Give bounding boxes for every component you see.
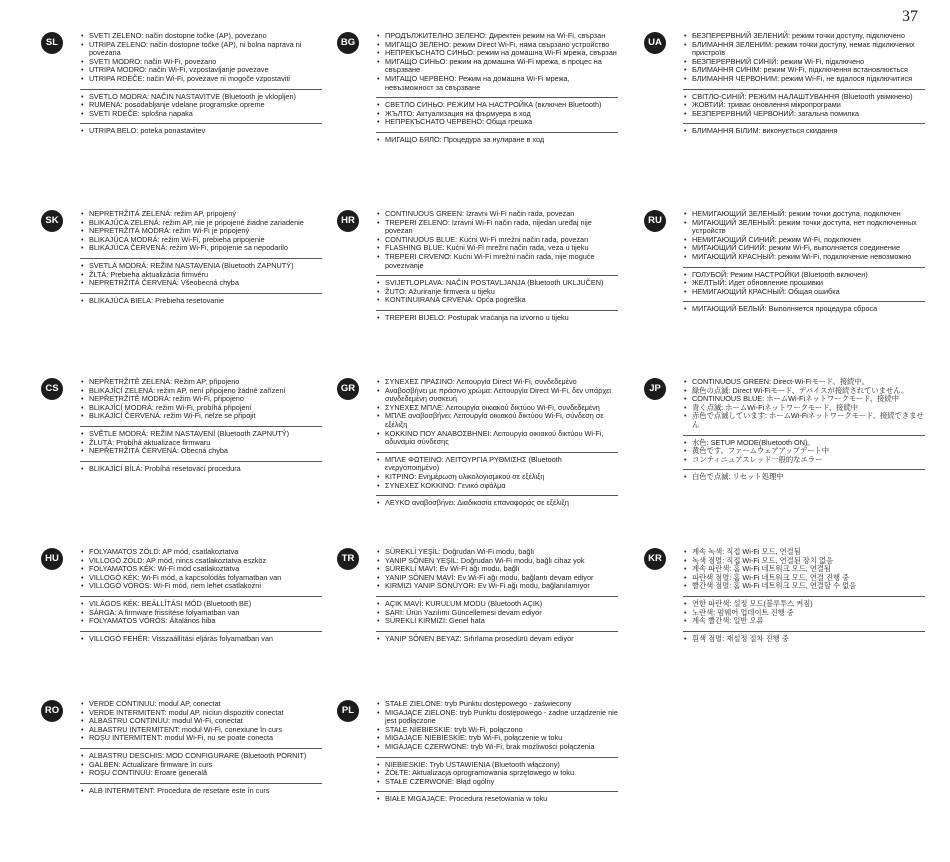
status-line: • ROȘU CONTINUU: Eroare generală [80,769,322,778]
status-line: • 연한 파란색: 설정 모드(블루투스 켜짐) [683,600,925,609]
status-group [376,310,618,325]
status-group [683,378,925,432]
status-line: • ΚΟΚΚΙΝΟ ΠΟΥ ΑΝΑΒΟΣΒΗΝΕΙ: Λειτουργία οικιακού δικτύου Wi-Fi, αδυναμία σύνδεσης [376,430,618,447]
status-line: • UTRIPA RDEČE: način Wi-Fi, povezave ni mogoče vzpostaviti [80,75,322,84]
status-line: • ΚΙΤΡΙΝΟ: Ενημέρωση υλικολογισμικού σε εξέλιξη [376,473,618,482]
status-line: • SÜREKLİ KIRMIZI: Genel hata [376,617,618,626]
status-line: • UTRIPA MODRO: način Wi-Fi, vzpostavljanje povezave [80,66,322,75]
status-line: • 빨간색 점멸: 홈 Wi-Fi 네트워크 모드, 연결할 수 없음 [683,582,925,591]
status-line: • СВЕТЛО СИНЬО: РЕЖИМ НА НАСТРОЙКА (включен Bluetooth) [376,101,618,110]
status-group [80,123,322,138]
status-group [376,97,618,129]
status-line: • YANIP SÖNEN YEŞİL: Doğrudan Wi-Fi modu, bağlı cihaz yok [376,557,618,566]
status-line: • BLIKAJÚCA ČERVENÁ: režim Wi-Fi, pripojenie sa nepodarilo [80,244,322,253]
status-line: • BLIKAJÍCÍ ZELENÁ: režim AP, není připojeno žádné zařízení [80,387,322,396]
status-group [80,700,322,745]
section-pl [341,699,618,806]
status-line: • CONTINUOUS BLUE: Kućni Wi-Fi mrežni način rada, povezan [376,236,618,245]
status-line: • НЕМИГАЮЩИЙ СИНИЙ: режим Wi-Fi, подключен [683,236,925,245]
status-line: • FOLYAMATOS KÉK: Wi-Fi mód csatlakoztatva [80,565,322,574]
status-line: • ΣΥΝΕΧΕΣ ΠΡΑΣΙΝΟ: Λειτουργία Direct Wi-Fi, συνδεδεμένο [376,378,618,387]
status-line: • ŽLTÁ: Prebieha aktualizácia firmvéru [80,271,322,280]
status-group [80,631,322,646]
status-line: • 계속 빨간색: 일반 오류 [683,617,925,626]
status-line: • БЕЗПЕРЕРВНИЙ ЗЕЛЕНИЙ: режим точки доступу, підключено [683,32,925,41]
status-line: • 水色: SETUP MODE(Bluetooth ON)。 [683,439,925,448]
status-line: • SVETI MODRO: način Wi-Fi, povezano [80,58,322,67]
status-line: • ГОЛУБОЙ: Режим НАСТРОЙКИ (Bluetooth включен) [683,271,925,280]
status-group [683,301,925,316]
status-line: • НЕМИГАЮЩИЙ ЗЕЛЕНЫЙ: режим точки доступа, подключен [683,210,925,219]
status-line: • AÇIK MAVİ: KURULUM MODU (Bluetooth AÇIK) [376,600,618,609]
status-line: • ALBASTRU DESCHIS: MOD CONFIGURARE (Bluetooth PORNIT) [80,752,322,761]
status-line: • МИГАЩО ЧЕРВЕНО: Режим на домашна Wi-Fi мрежа, невъзможност за свързване [376,75,618,92]
section-jp [649,377,925,484]
status-group [376,596,618,628]
status-line: • YANIP SÖNEN MAVİ: Ev Wi-Fi ağı modu, bağlantı devam ediyor [376,574,618,583]
status-group [376,452,618,492]
language-badge: GR [337,378,359,400]
language-badge: SK [41,210,63,232]
status-group [80,293,322,308]
status-line: • НЕПРЕКЪСНАТО ЧЕРВЕНО: Обща грешка [376,118,618,127]
section-ro [44,699,322,797]
status-line: • VERDE INTERMITENT: modul AP, niciun dispozitiv conectat [80,709,322,718]
status-line: • NEPRETRŽITÁ ČERVENÁ: Všeobecná chyba [80,279,322,288]
status-line: • BLIKAJÚCA MODRÁ: režim Wi-Fi, prebieha pripojenie [80,236,322,245]
status-line: • ΣΥΝΕΧΕΣ ΚΟΚΚΙΝΟ: Γενικό σφάλμα [376,482,618,491]
language-badge: PL [337,700,359,722]
status-line: • 黄色です。ファームウェアアップデート中 [683,447,925,456]
status-line: • SVIJETLOPLAVA: NAČIN POSTAVLJANJA (Bluetooth UKLJUČEN) [376,279,618,288]
status-line: • UTRIPA ZELENO: način dostopne točke (AP), ni bolna naprava ni povezana [80,41,322,58]
status-group [80,258,322,290]
status-line: • МИГАЮЩИЙ БЕЛЫЙ: Выполняется процедура сброса [683,305,925,314]
status-line: • 계속 녹색: 직접 Wi-Fi 모드, 연결됨 [683,548,925,557]
status-line: • ЖЕЛТЫЙ: Идет обновление прошивки [683,279,925,288]
status-line: • SVĚTLE MODRÁ: REŽIM NASTAVENÍ (Bluetooth ZAPNUTÝ) [80,430,322,439]
status-line: • ΜΠΛΕ ΦΩΤΕΙΝΟ: ΛΕΙΤΟΥΡΓΙΑ ΡΥΘΜΙΣΗΣ (Bluetooth ενεργοποιημένο) [376,456,618,473]
language-badge: RO [41,700,63,722]
status-line: • STAŁE NIEBIESKIE: tryb Wi-Fi, połączono [376,726,618,735]
section-hr [341,209,618,325]
status-line: • BLIKAJÚCA BIELA: Prebieha resetovanie [80,297,322,306]
status-line: • НЕПРЕКЪСНАТО СИНЬО: режим на домашна Wi-Fi мрежа, свързан [376,49,618,58]
status-line: • 赤色で点滅しています: ホームWi-Fiネットワークモード、接続できません [683,412,925,429]
status-line: • 녹색 점멸: 직접 Wi-Fi 모드, 연결된 장치 없음 [683,557,925,566]
language-badge: TR [337,548,359,570]
status-line: • NEPŘETRŽITÁ ČERVENÁ: Obecná chyba [80,447,322,456]
status-line: • NEPRETRŽITÁ MODRÁ: režim Wi-Fi je pripojený [80,227,322,236]
status-line: • CONTINUOUS GREEN: Izravni Wi-Fi način rada, povezan [376,210,618,219]
status-group [376,378,618,449]
section-tr [341,547,618,645]
status-line: • 緑色の点滅: Direct Wi-Fiモード、デバイスが接続されていません。 [683,387,925,396]
section-bg [340,31,618,147]
status-line: • БЕЗПЕРЕРВНИЙ ЧЕРВОНИЙ: загальна помилка [683,110,925,119]
status-line: • STAŁE ZIELONE: tryb Punktu dostępowego - zaświecony [376,700,618,709]
status-line: • ЖОВТИЙ: триває оновлення мікропрограми [683,101,925,110]
status-group [376,132,618,147]
status-line: • VILLOGÓ ZÖLD: AP mód, nincs csatlakoztatva eszköz [80,557,322,566]
language-badge: HR [337,210,359,232]
section-sk [45,209,322,307]
status-group [80,210,322,255]
status-line: • ROȘU INTERMITENT: modul Wi-Fi, nu se poate conecta [80,734,322,743]
status-line: • BLIKAJÍCÍ MODRÁ: režim Wi-Fi, probíhá připojení [80,404,322,413]
status-line: • НЕМИГАЮЩИЙ КРАСНЫЙ: Общая ошибка [683,288,925,297]
status-line: • SVETI RDEČE: splošna napaka [80,110,322,119]
status-group [683,631,925,646]
status-line: • ΣΥΝΕΧΕΣ ΜΠΛΕ: Λειτουργία οικιακού δικτύου Wi-Fi, συνδεδεμένη [376,404,618,413]
status-line: • БЛИМАННЯ ЧЕРВОНИМ: режим Wi-Fi, не вдалося підключитися [683,75,925,84]
status-line: • ŽLUTÁ: Probíhá aktualizace firmwaru [80,439,322,448]
status-line: • ALBASTRU INTERMITENT: modul Wi-Fi, conexiune în curs [80,726,322,735]
status-line: • 白色で点滅: リセット処理中 [683,473,925,482]
status-group [683,596,925,628]
status-group [80,89,322,121]
status-line: • МИГАЩО СИНЬО: режим на домашна Wi-Fi мрежа, в процес на свързване [376,58,618,75]
language-badge: UA [644,32,666,54]
status-line: • МИГАЮЩИЙ ЗЕЛЕНЫЙ: режим точки доступа, нет подключенных устройств [683,219,925,236]
status-line: • UTRIPA BELO: poteka ponastavitev [80,127,322,136]
status-line: • БЛИМАННЯ СИНІМ: режим Wi-Fi, підключення встановлюється [683,66,925,75]
status-line: • ΜΠΛΕ αναβοσβήνει: Λειτουργία οικιακού δικτύου Wi-Fi, σύνδεση σε εξέλιξη [376,412,618,429]
status-line: • FOLYAMATOS VÖRÖS: Általános hiba [80,617,322,626]
status-line: • SÜREKLİ YEŞİL: Doğrudan Wi-Fi modu, bağlı [376,548,618,557]
status-line: • ЖЪЛТО: Актуализация на фърмуера в ход [376,110,618,119]
status-line: • BLIKAJÍCÍ BÍLÁ: Probíhá resetovací procedura [80,465,322,474]
section-kr [648,547,925,645]
status-line: • 노란색: 펌웨어 업데이트 진행 중 [683,609,925,618]
status-line: • FOLYAMATOS ZÖLD: AP mód, csatlakoztatva [80,548,322,557]
status-line: • BIAŁE MIGAJĄCE: Procedura resetowania w toku [376,795,618,804]
status-group [376,700,618,754]
status-line: • MIGAJĄCE ZIELONE: tryb Punktu dostępowego - żadne urządzenie nie jest podłączone [376,709,618,726]
language-badge: KR [644,548,666,570]
status-line: • SVETI ZELENO: način dostopne točke (AP), povezano [80,32,322,41]
status-line: • МИГАЩО ЗЕЛЕНО: режим Direct Wi-Fi, няма свързано устройство [376,41,618,50]
status-line: • BLIKAJÚCA ZELENÁ: režim AP, nie je pripojené žiadne zariadenie [80,219,322,228]
status-line: • БЛИМАННЯ БІЛИМ: виконується скидання [683,127,925,136]
status-line: • МИГАЮЩИЙ КРАСНЫЙ: режим Wi-Fi, подключение невозможно [683,253,925,262]
status-line: • ŻÓŁTE: Aktualizacja oprogramowania sprzętowego w toku [376,769,618,778]
status-group [376,757,618,789]
status-group [80,426,322,458]
status-line: • コンティニュアスレッド一般的なエラー [683,456,925,465]
status-group [80,548,322,593]
status-group [683,548,925,593]
status-line: • NEPŘETRŽITĚ ZELENÁ: Režim AP, připojeno [80,378,322,387]
status-line: • TREPERI CRVENO: Kućni Wi-Fi mrežni način rada, nije moguće povezivanje [376,253,618,270]
status-line: • BLIKAJÍCÍ ČERVENÁ: režim Wi-Fi, nelze se připojit [80,412,322,421]
status-line: • VILÁGOS KÉK: BEÁLLÍTÁSI MÓD (Bluetooth BE) [80,600,322,609]
status-line: • NIEBIESKIE: Tryb USTAWIENIA (Bluetooth włączony) [376,761,618,770]
status-group [683,32,925,86]
section-gr [340,377,618,510]
status-group [376,32,618,94]
status-line: • GALBEN: Actualizare firmware în curs [80,761,322,770]
status-line: • МИГАЩО БЯЛО: Процедура за нулиране в ход [376,136,618,145]
status-line: • VERDE CONTINUU: modul AP, conectat [80,700,322,709]
status-line: • VILLOGÓ KÉK: Wi-Fi mód, a kapcsolódás folyamatban van [80,574,322,583]
status-line: • SÁRGA: A firmware frissítése folyamatban van [80,609,322,618]
status-line: • 파란색 점멸: 홈 Wi-Fi 네트워크 모드, 연결 진행 중 [683,574,925,583]
section-hu [45,547,322,645]
status-group [80,596,322,628]
status-line: • CONTINUOUS BLUE: ホームWi-Fiネットワークモード、接続中 [683,395,925,404]
status-line: • SVETLO MODRA: NAČIN NASTAVITVE (Bluetooth je vklopljen) [80,93,322,102]
language-badge: RU [644,210,666,232]
section-ru [648,209,925,316]
status-group [683,267,925,299]
status-line: • БЛИМАННЯ ЗЕЛЕНИМ: режим точки доступу, немає підключених пристроїв [683,41,925,58]
status-group [683,210,925,264]
status-line: • NEPRETRŽITÁ ZELENÁ: režim AP, pripojený [80,210,322,219]
status-line: • БЕЗПЕРЕРВНИЙ СИНІЙ: режим Wi-Fi, підключено [683,58,925,67]
language-badge: CS [41,378,63,400]
section-cs [45,377,322,475]
status-group [376,210,618,272]
status-line: • ПРОДЪЛЖИТЕЛНО ЗЕЛЕНО: Директен режим на Wi-Fi, свързан [376,32,618,41]
status-line: • 계속 파란색: 홈 Wi-Fi 네트워크 모드, 연결됨 [683,565,925,574]
status-line: • STAŁE CZERWONE: Błąd ogólny [376,778,618,787]
section-ua [648,31,925,138]
status-group [80,783,322,798]
status-line: • ΛΕΥΚΟ αναβοσβήνει: Διαδικασία επαναφοράς σε εξέλιξη [376,499,618,508]
status-line: • VILLOGÓ FEHÉR: Visszaállítási eljárás folyamatban van [80,635,322,644]
status-line: • 흰색 점멸: 재설정 절차 진행 중 [683,635,925,644]
status-group [80,748,322,780]
status-line: • ALBASTRU CONTINUU: modul Wi-Fi, conectat [80,717,322,726]
status-line: • Αναβοσβήνει με πράσινο χρώμα: Λειτουργία Direct Wi-Fi, δεν υπάρχει συνδεδεμένη συσκευή [376,387,618,404]
status-line: • RUMENA: posodabljanje vdelane programske opreme [80,101,322,110]
page-number: 37 [902,8,918,25]
status-line: • CONTINUOUS GREEN: Direct-Wi-Fiモード、接続中。 [683,378,925,387]
status-line: • TREPERI ZELENO: Izravni Wi-Fi način rada, nijedan uređaj nije povezan [376,219,618,236]
status-line: • KONTINUIRANA CRVENA: Opća pogreška [376,296,618,305]
status-group [376,631,618,646]
status-group [683,469,925,484]
status-line: • KIRMIZI YANIP SÖNÜYOR: Ev Wi-Fi ağı modu, bağlanılamıyor [376,582,618,591]
section-sl [45,31,322,138]
status-group [80,461,322,476]
status-line: • TREPERI BIJELO: Postupak vraćanja na izvorno u tijeku [376,314,618,323]
status-line: • FLASHING BLUE: Kućni Wi-Fi mrežni način rada, veza u tijeku [376,244,618,253]
status-line: • SARI: Ürün Yazılımı Güncellemesi devam ediyor [376,609,618,618]
status-line: • NEPŘETRŽITĚ MODRÁ: režim Wi-Fi, připojeno [80,395,322,404]
status-group [80,378,322,423]
status-line: • YANIP SÖNEN BEYAZ: Sıfırlama prosedürü devam ediyor [376,635,618,644]
language-badge: HU [41,548,63,570]
status-group [683,89,925,121]
status-group [376,495,618,510]
language-badge: BG [337,32,359,54]
status-line: • SÜREKLİ MAVİ: Ev Wi-Fi ağı modu, bağlı [376,565,618,574]
status-line: • MIGAJĄCE CZERWONE: tryb Wi-Fi, brak możliwości połączenia [376,743,618,752]
status-group [376,548,618,593]
language-badge: JP [644,378,666,400]
language-badge: SL [41,32,63,54]
status-line: • VILLOGÓ VÖRÖS: Wi-Fi mód, nem lehet csatlakozni [80,582,322,591]
status-line: • MIGAJĄCE NIEBIESKIE: tryb Wi-Fi, połączenie w toku [376,734,618,743]
status-line: • СВІТЛО-СИНІЙ: РЕЖИМ НАЛАШТУВАННЯ (Bluetooth увімкнено) [683,93,925,102]
status-line: • 青く点滅: ホームWi-Fiネットワークモード、接続中 [683,404,925,413]
status-group [376,791,618,806]
status-line: • ŽUTO: Ažuriranje firmvera u tijeku [376,288,618,297]
status-group [376,275,618,307]
status-line: • SVETLÁ MODRÁ: REŽIM NASTAVENIA (Bluetooth ZAPNUTÝ) [80,262,322,271]
status-group [683,435,925,467]
status-line: • МИГАЮЩИЙ СИНИЙ: режим Wi-Fi, выполняется соединение [683,244,925,253]
status-line: • ALB INTERMITENT: Procedura de resetare este în curs [80,787,322,796]
status-group [80,32,322,86]
status-group [683,123,925,138]
